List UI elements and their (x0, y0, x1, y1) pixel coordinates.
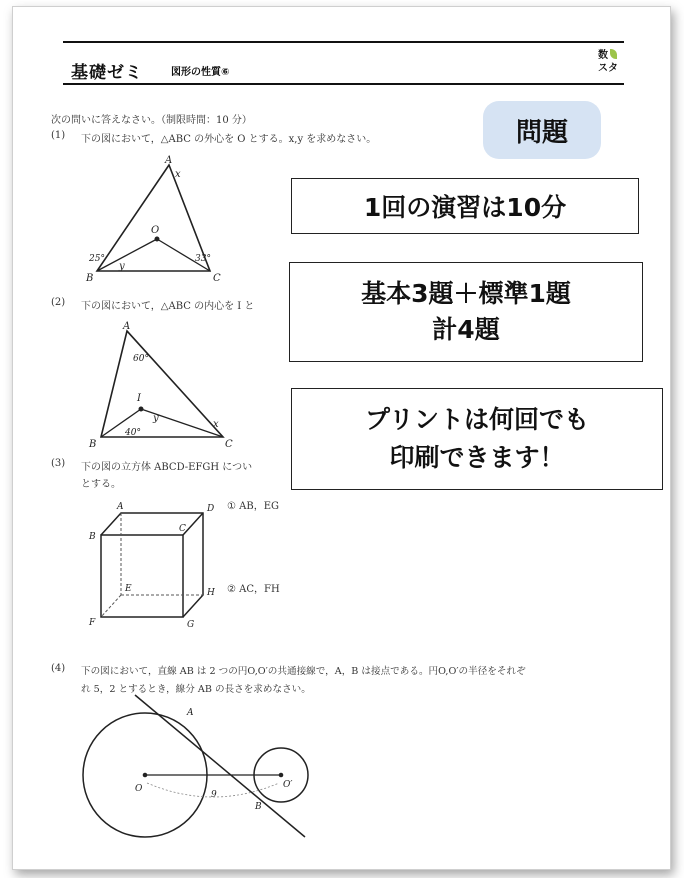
q3-label-d: D (207, 504, 215, 514)
q1-number: (1) (51, 130, 66, 141)
instructions: 次の問いに答えなさい。（制限時間：10 分） (51, 115, 252, 126)
q2-text: 下の図において，△ABC の内心を I と (81, 301, 255, 312)
q3-label-e: E (125, 584, 132, 594)
q1-label-x: x (175, 169, 181, 180)
header-top-rule (63, 41, 624, 43)
callout-time (291, 178, 639, 234)
worksheet-page (12, 6, 671, 870)
q2-number: (2) (51, 297, 66, 308)
q4-label-distance: 9 (211, 790, 217, 800)
q2-label-y: y (153, 413, 159, 424)
q3-label-f: F (89, 618, 96, 628)
callout-print (291, 388, 663, 490)
q2-angle-b: 40° (125, 428, 141, 438)
q3-item-2: ② AC，FH (227, 584, 280, 595)
q3-text-line2: とする。 (81, 479, 121, 490)
callout-count (289, 262, 643, 362)
q4-label-a: A (187, 708, 194, 718)
q2-label-i: I (137, 393, 141, 404)
problem-badge: 問題 (483, 101, 601, 159)
q4-text-line2: れ 5，2 とするとき，線分 AB の長さを求めなさい。 (81, 684, 311, 695)
q2-label-x: x (213, 419, 219, 430)
q3-label-h: H (207, 588, 215, 598)
q3-item-1: ① AB，EG (227, 501, 280, 512)
q4-label-o-prime: O′ (283, 780, 293, 790)
q2-figure (83, 319, 253, 449)
q3-label-b: B (89, 532, 96, 542)
q4-text-line1: 下の図において，直線 AB は 2 つの円O,O′の共通接線で，A，B は接点である。円O,O′の半径をそれぞ (81, 666, 526, 677)
q1-label-a: A (165, 155, 173, 166)
callout-count-line1: 基本3題＋標準1題 (361, 279, 571, 308)
q3-text-line1: 下の図の立方体 ABCD-EFGH につい (81, 462, 253, 473)
q2-label-c: C (225, 439, 233, 450)
q4-label-o: O (135, 784, 143, 794)
site-logo (598, 49, 618, 75)
q3-label-g: G (187, 620, 195, 630)
q1-label-o: O (151, 225, 160, 236)
q1-label-y: y (119, 261, 125, 272)
logo-line2: スタ (598, 63, 618, 74)
topic-title: 図形の性質⑥ (171, 67, 230, 78)
q1-label-c: C (213, 273, 221, 284)
callout-count-line2: 計4題 (432, 315, 500, 344)
q4-figure (73, 693, 333, 843)
q2-angle-a: 60° (133, 354, 149, 364)
q2-label-a: A (123, 321, 131, 332)
q3-figure (83, 499, 233, 629)
q2-label-b: B (89, 439, 97, 450)
q1-label-b: B (86, 273, 94, 284)
q3-label-a: A (117, 502, 124, 512)
callout-print-line2: 印刷できます！ (389, 443, 565, 472)
q1-angle-b: 25° (89, 254, 105, 264)
q3-number: (3) (51, 458, 66, 469)
q4-number: (4) (51, 663, 66, 674)
q1-angle-c: 33° (195, 254, 211, 264)
logo-line1: 数 (598, 50, 608, 61)
q1-text: 下の図において，△ABC の外心を O とする。x,y を求めなさい。 (81, 134, 377, 145)
brand-title: 基礎ゼミ (71, 63, 143, 83)
q3-label-c: C (179, 524, 186, 534)
callout-print-line1: プリントは何回でも (364, 405, 589, 434)
q4-label-b: B (255, 802, 262, 812)
callout-time-text: 1回の演習は10分 (363, 193, 567, 222)
q1-figure (83, 153, 253, 283)
header-bottom-rule (63, 83, 624, 85)
leaf-icon (610, 49, 617, 59)
